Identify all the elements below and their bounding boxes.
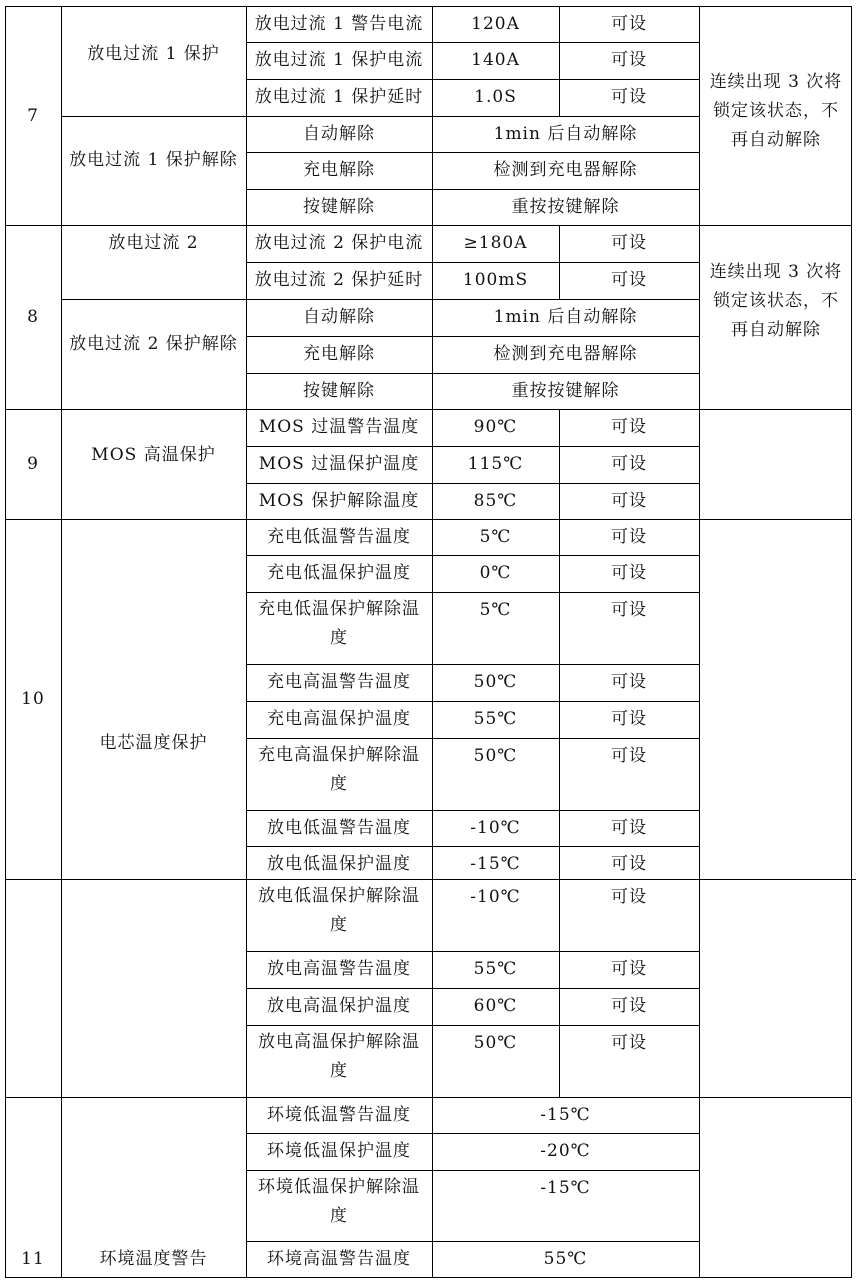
param-setting: 可设 (611, 709, 647, 729)
param-value: ≥180A (463, 233, 528, 253)
param-label: 环境高温警告温度 (267, 1249, 411, 1269)
table-rule-vertical (559, 225, 560, 300)
table-rule-horizontal (246, 810, 700, 811)
param-value: 5℃ (479, 600, 512, 620)
row-number: 9 (27, 454, 39, 474)
table-rule-horizontal (246, 483, 700, 484)
table-rule-vertical (851, 6, 852, 1278)
param-label: 放电高温警告温度 (267, 959, 411, 979)
param-value: 检测到充电器解除 (493, 160, 638, 180)
param-setting: 可设 (611, 14, 647, 34)
table-rule-horizontal (246, 592, 700, 593)
table-rule-horizontal (5, 879, 856, 880)
param-value: -15℃ (540, 1105, 591, 1125)
param-value: 重按按键解除 (511, 381, 620, 401)
param-setting: 可设 (611, 233, 647, 253)
table-rule-horizontal (246, 664, 700, 665)
param-value: 5℃ (479, 527, 512, 547)
param-label: 充电解除 (303, 344, 375, 364)
table-rule-horizontal (246, 152, 700, 153)
table-rule-horizontal (246, 1170, 700, 1171)
table-rule-vertical (246, 6, 247, 1278)
table-rule-horizontal (246, 79, 700, 80)
table-rule-horizontal (246, 262, 700, 263)
table-rule-horizontal (246, 189, 700, 190)
param-value: 120A (471, 14, 520, 34)
param-label: 按键解除 (303, 381, 375, 401)
item-name: 放电过流 1 保护 (87, 44, 220, 64)
param-setting: 可设 (611, 887, 647, 907)
param-value: 55℃ (473, 709, 518, 729)
table-rule-horizontal (246, 336, 700, 337)
param-setting: 可设 (611, 454, 647, 474)
param-setting: 可设 (611, 87, 647, 107)
param-label: 放电过流 1 保护电流 (254, 50, 424, 70)
param-value: 1min 后自动解除 (493, 307, 638, 327)
table-rule-vertical (61, 6, 62, 1278)
param-value: 50℃ (473, 1033, 518, 1053)
remark: 连续出现 3 次将锁定该状态，不再自动解除 (709, 72, 843, 150)
table-rule-vertical (699, 6, 700, 1278)
param-label: 放电低温保护解除温度 (258, 886, 420, 935)
table-rule-horizontal (5, 1097, 852, 1098)
param-value: -20℃ (540, 1141, 591, 1161)
param-label: 自动解除 (303, 307, 375, 327)
table-rule-vertical (5, 6, 6, 1278)
table-rule-horizontal (61, 116, 700, 117)
param-value: 50℃ (473, 746, 518, 766)
table-rule-horizontal (5, 6, 700, 7)
param-setting: 可设 (611, 746, 647, 766)
row-number: 8 (27, 307, 39, 327)
table-rule-horizontal (246, 555, 700, 556)
param-label: 放电过流 2 保护电流 (254, 233, 424, 253)
table-rule-horizontal (5, 225, 852, 226)
row-number: 11 (21, 1249, 45, 1269)
param-label: 放电过流 1 保护延时 (254, 87, 424, 107)
table-rule-horizontal (246, 846, 700, 847)
param-setting: 可设 (611, 959, 647, 979)
table-rule-horizontal (246, 1025, 700, 1026)
item-name: MOS 高温保护 (91, 445, 216, 465)
param-value: 55℃ (543, 1249, 588, 1269)
param-setting: 可设 (611, 270, 647, 290)
param-value: 115℃ (467, 454, 524, 474)
param-label: 自动解除 (303, 124, 375, 144)
row-number: 7 (27, 105, 39, 126)
param-setting: 可设 (611, 417, 647, 437)
param-setting: 可设 (611, 996, 647, 1016)
param-setting: 可设 (611, 1033, 647, 1053)
table-rule-horizontal (246, 988, 700, 989)
param-label: 充电高温警告温度 (267, 672, 411, 692)
param-value: 60℃ (473, 996, 518, 1016)
item-name: 放电过流 2 (108, 233, 199, 253)
table-rule-horizontal (699, 6, 852, 7)
param-label: 充电低温保护解除温度 (258, 599, 420, 648)
param-label: 环境低温保护温度 (267, 1141, 411, 1161)
param-value: -15℃ (540, 1178, 591, 1198)
param-value: -10℃ (470, 818, 521, 838)
param-setting: 可设 (611, 563, 647, 583)
param-value: 85℃ (473, 491, 518, 511)
param-label: 充电低温保护温度 (267, 563, 411, 583)
param-label: MOS 过温保护温度 (258, 454, 420, 474)
item-name: 电芯温度保护 (99, 733, 208, 753)
table-rule-vertical (432, 6, 433, 1278)
table-rule-horizontal (246, 1133, 700, 1134)
table-rule-vertical (559, 6, 560, 117)
param-label: 放电高温保护温度 (267, 996, 411, 1016)
table-rule-horizontal (246, 42, 700, 43)
row-number: 10 (21, 689, 45, 709)
param-label: 放电高温保护解除温度 (258, 1032, 420, 1081)
param-value: 1min 后自动解除 (493, 124, 638, 144)
param-label: 放电低温警告温度 (267, 818, 411, 838)
param-value: -15℃ (470, 854, 521, 874)
table-rule-horizontal (5, 1277, 852, 1278)
param-label: 放电低温保护温度 (267, 854, 411, 874)
param-label: 充电高温保护解除温度 (258, 745, 420, 794)
param-setting: 可设 (611, 672, 647, 692)
param-value: 140A (471, 50, 520, 70)
param-value: 100mS (462, 270, 529, 290)
param-value: 检测到充电器解除 (493, 344, 638, 364)
param-label: MOS 保护解除温度 (258, 491, 420, 511)
param-label: 放电过流 2 保护延时 (254, 270, 424, 290)
param-label: 充电低温警告温度 (267, 527, 411, 547)
param-setting: 可设 (611, 600, 647, 620)
param-setting: 可设 (611, 491, 647, 511)
param-value: 重按按键解除 (511, 197, 620, 217)
table-rule-horizontal (61, 299, 700, 300)
item-name: 环境温度警告 (99, 1249, 208, 1269)
item-name: 放电过流 2 保护解除 (69, 334, 238, 354)
param-value: 50℃ (473, 672, 518, 692)
param-value: 0℃ (479, 563, 512, 583)
param-setting: 可设 (611, 818, 647, 838)
param-label: 放电过流 1 警告电流 (254, 14, 424, 34)
table-rule-horizontal (246, 701, 700, 702)
param-label: 充电高温保护温度 (267, 709, 411, 729)
table-rule-horizontal (246, 446, 700, 447)
param-setting: 可设 (611, 527, 647, 547)
param-label: 环境低温保护解除温度 (258, 1177, 420, 1226)
table-rule-horizontal (246, 373, 700, 374)
remark: 连续出现 3 次将锁定该状态，不再自动解除 (709, 262, 843, 340)
param-setting: 可设 (611, 50, 647, 70)
param-label: 充电解除 (303, 160, 375, 180)
table-rule-vertical (559, 409, 560, 1098)
param-value: 55℃ (473, 959, 518, 979)
param-label: 环境低温警告温度 (267, 1105, 411, 1125)
table-rule-horizontal (5, 409, 852, 410)
table-rule-horizontal (246, 1241, 700, 1242)
table-rule-horizontal (5, 519, 852, 520)
param-label: 按键解除 (303, 197, 375, 217)
item-name: 放电过流 1 保护解除 (69, 150, 238, 170)
param-value: -10℃ (470, 887, 521, 907)
param-label: MOS 过温警告温度 (258, 417, 420, 437)
table-rule-horizontal (246, 738, 700, 739)
param-setting: 可设 (611, 854, 647, 874)
param-value: 1.0S (474, 87, 517, 107)
param-value: 90℃ (473, 417, 518, 437)
table-rule-horizontal (246, 951, 700, 952)
